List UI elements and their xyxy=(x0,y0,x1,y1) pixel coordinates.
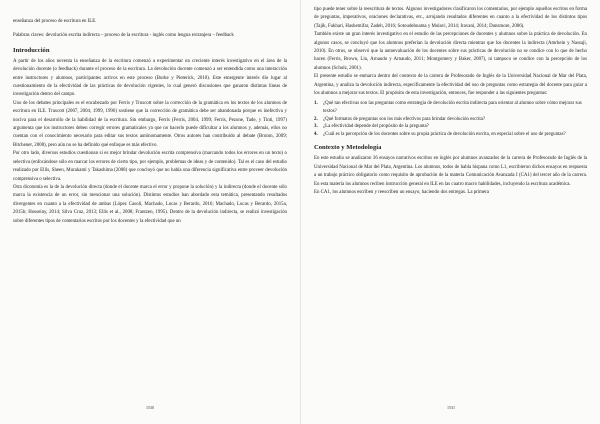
list-number: 4. xyxy=(314,131,318,137)
right-page xyxy=(300,0,600,424)
paragraph: A partir de los años noventa la enseñanza de la escritura comenzó a experimentar un creciente interés investigativo en el área de la devolución docente (o feedback) durante el proceso de la escritura. La devolución docente comenzó a ser entendida como una interacción entre instructores y alumnos, participantes activos en este proceso (Burke y Pieterick, 2010). Este emergente interés dio lugar al cuestionamiento de la efectividad de las prácticas de devolución vigentes, lo cual generó discusiones que ganaron distintas líneas de investigación dentro del campo. xyxy=(13,58,287,98)
list-text: ¿Qué formatos de preguntas son los más efectivos para brindar devolución escrita? xyxy=(323,116,486,122)
paragraph: El presente estudio se enmarca dentro del contexto de la carrera de Profesorado de Inglés de la Universidad Nacional de Mar del Plata, Argentina, y analiza la devolución indirecta, específicamente la efectividad del uso de preguntas como estrategia del docente para guiar a los alumnos a mejorar sus textos. El propósito de esta investigación, entonces, fue responder a las siguientes preguntas: xyxy=(314,74,587,97)
paragraph: tipo puede tener sobre la reescritura de textos. Algunos investigadores clasificaron los comentarios, por ejemplo aquellos escritos en forma de preguntas, imperativos, oraciones declarativas, etc., arrojando resultados diferentes en cuanto a la efectividad de los distintos tipos (Tajik, Fakhari, Hashemifar, Zadeh, 2016; Sotoudehnama y Molavi, 2014; Iravani, 2014; Dunsmore, 2006). xyxy=(314,7,587,29)
list-item xyxy=(314,131,587,139)
keywords: Palabras claves: devolución escrita indirecta – proceso de la escritura - inglés como lengua extranjera – feedback xyxy=(13,33,234,39)
paragraph: En este estudio se analizaron 36 ensayos narrativos escritos en inglés por alumnos avanzados de la carrera de Profesorado de Inglés de la Universidad Nacional de Mar del Plata, Argentina. Los alumnos, todos de habla hispana como L1, escribieron dichos ensayos en respuesta a un trabajo práctico obligatorio como requisito de aprobación de la materia Comunicación Avanzada I (CA1) del tercer año de la carrera. En esta materia los alumnos reciben instrucción general en ILE en las cuatro macro habilidades, incluyendo la escritura académica. xyxy=(314,156,587,187)
list-text: ¿La efectividad depende del propósito de la pregunta? xyxy=(323,124,429,130)
list-number: 3. xyxy=(314,124,318,130)
paragraph: Uno de los debates principales es el encabezado por Ferris y Truscott sobre la corrección de la gramática en los textos de los alumnos de escritura en ILE. Truscott (2007, 2004, 1999, 1996) sostiene que la corrección de gramática debe ser abandonada porque es inefectiva y nociva para el desarrollo de la habilidad de la escritura. Sin embargo, Ferris (Ferris, 2004, 1999; Ferris, Pezone, Tade, y Tinti, 1997) argumenta que los instructores deben corregir errores gramaticales ya que no hacerlo puede dificultar a los alumnos y, además, ellos no cuentan con el conocimiento necesario para editar sus textos autónomamente. Otros autores han contribuido al debate (Bruton, 2009; Bitchener, 2008), pero aún no se ha definido qué enfoque es más efectivo. xyxy=(13,100,287,148)
list-number: 1. xyxy=(314,101,318,107)
paragraph: Por otro lado, diversos estudios cuestionan si es mejor brindar devolución escrita comprensiva (marcando todos los errores en un texto) o selectiva (enfocándose sólo en marcar los errores de cierto tipo, por ejemplo, problemas de ideas y de contenido). Tal es el caso del estudio realizado por Ellis, Sheen, Murakami y Takashima (2008) que concluyó que no había una diferencia significativa entre proveer devolución comprensiva o selectiva. xyxy=(13,151,287,182)
list-text: ¿Cuál es la percepción de los docentes sobre su propia práctica de devolución escrita, en especial sobre el uso de preguntas? xyxy=(323,131,566,137)
paragraph: En CA1, los alumnos escriben y reescriben un ensayo, haciendo dos entregas. La primera xyxy=(314,190,489,196)
research-questions-list xyxy=(314,100,587,138)
section-heading-contexto: Contexto y Metodología xyxy=(314,144,382,152)
page-number: 1531 xyxy=(447,405,455,410)
section-heading-introduccion: Introducción xyxy=(13,46,50,54)
paragraph: Otra dicotomía es la de la devolución directa (donde el docente marca el error y propone la solución) y la indirecta (donde el docente sólo marca la existencia de un error, sin mencionar una solución). Distintos estudios han abordado esta temática, presentando resultados divergentes en cuanto a la efectividad de ambas (López Casoli, Machado, Lucas y Berardo, 2016; Machado, Lucas y Berardo, 2015a, 2015b; Hosseiny, 2014; Silva Cruz, 2013; Ellis et al., 2008; Frantzen, 1995). Dentro de la devolución indirecta, se realizó investigación sobre diferentes tipos de comentarios escritos por los docentes y la efectividad que un xyxy=(13,184,287,224)
top-line: enseñanza del proceso de escritura en ILE. xyxy=(13,19,97,24)
list-text: ¿Qué tan efectivas son las preguntas como estrategia de devolución escrita indirecta para orientar al alumno sobre cómo mejorar sus textos? xyxy=(323,101,582,115)
list-item xyxy=(314,100,587,115)
paragraph: También existe un gran interés investigativo en el estudio de las percepciones de docentes y alumnos sobre la práctica de devolución. En algunos casos, se concluyó que los alumnos preferían la devolución directa mientras que los docentes la indirecta (Amrhein y Nassaji, 2010). En otros, se observó que la autoevaluación de los docentes sobre sus prácticas de devolución no se condice con lo que de hecho hacen (Ferris, Brown, Liu, Arnaudo y Arnaudo, 2011; Montgomery y Baker, 2007), ni tampoco se condice con la percepción de los alumnos (Schulz, 2001). xyxy=(314,32,587,71)
list-number: 2. xyxy=(314,116,318,122)
page-number: 1530 xyxy=(146,405,154,410)
list-item xyxy=(314,116,587,124)
list-item xyxy=(314,123,587,131)
